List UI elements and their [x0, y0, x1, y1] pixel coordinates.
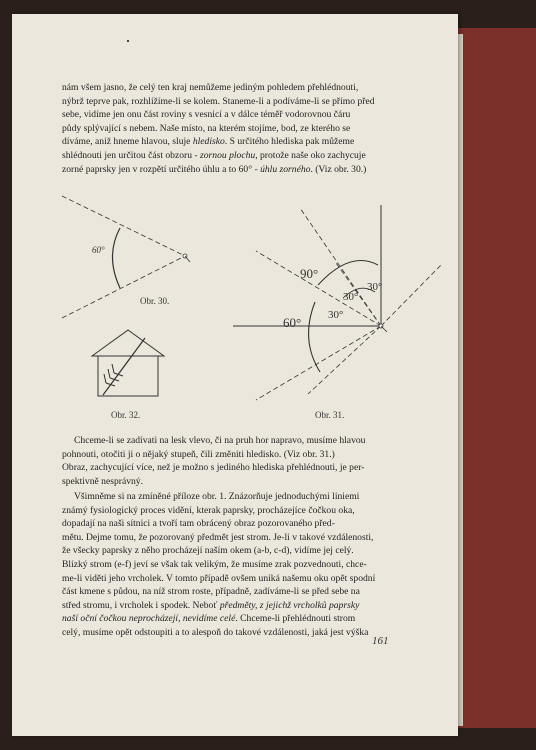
line: celý, musíme opět odstoupiti a to alespoň do takové vzdálenosti, jaká jest výška [62, 626, 369, 638]
line: pohnouti, otočiti ji o nějaký stupeň, čili změniti hledisko. (Viz obr. 31.) [62, 448, 335, 460]
line: shlédnouti jen určitou část obzoru - zornou plochu, protože naše oko zachycuje [62, 149, 366, 161]
fig32-caption: Obr. 32. [111, 410, 141, 420]
fig30-caption: Obr. 30. [140, 296, 170, 306]
fig31-caption: Obr. 31. [315, 410, 345, 420]
line: Chceme-li se zadívati na lesk vlevo, či na pruh hor napravo, musíme hlavou [74, 435, 366, 446]
line: spektivně nesprávný. [62, 475, 143, 487]
line: sebe, vidíme jen onu část roviny s vesnicí a v dálce téměř vodorovnou čáru [62, 109, 351, 121]
line: Obraz, zachycující více, než je možno s jediného hlediska přehlédnouti, je per- [62, 462, 365, 474]
paragraph-2 [62, 434, 392, 488]
paragraph-3 [62, 490, 392, 640]
term-uhel-zorny: úhlu zorného [260, 163, 311, 175]
fig31-label-30b: 30° [328, 309, 344, 321]
line: nám všem jasno, že celý ten kraj nemůžeme jediným pohledem přehlédnouti, [62, 82, 359, 93]
line: Blízký strom (e-f) jeví se však tak velikým, že musíme zrak pozvednouti, chce- [62, 558, 367, 570]
line: Všimněme si na zmíněné příloze obr. 1. Znázorňuje jednoduchými liniemi [74, 491, 360, 502]
line: známý fysiologický proces vidění, kterak paprsky, procházejíce čočkou oka, [62, 504, 355, 516]
emphasis: naší oční čočkou neprocházejí, nevidíme celé [62, 613, 236, 625]
fig31-label-30c: 30° [367, 281, 383, 293]
fig30-angle-label: 60° [92, 245, 105, 255]
figure-31 [233, 205, 442, 400]
term-zorna-plocha: zornou plochu [200, 149, 256, 161]
line: dopadají na naši sítnici a tvoří tam obrácený obraz pozorovaného před- [62, 518, 335, 530]
line: zorné paprsky jen v rozpětí určitého úhlu a to 60° - úhlu zorného. (Viz obr. 30.) [62, 163, 367, 175]
fig31-label-60: 60° [283, 315, 302, 330]
line: díváme, aniž hneme hlavou, sluje hledisko. S určitého hlediska pak můžeme [62, 136, 355, 148]
line: půdy splývající s nebem. Naše místo, na kterém stojíme, bod, ze kterého se [62, 122, 351, 134]
line: naší oční čočkou neprocházejí, nevidíme celé. Chceme-li přehlédnouti strom [62, 613, 356, 625]
figure-30 [62, 196, 190, 318]
emphasis: předměty, z jejichž vrcholků paprsky [219, 599, 360, 611]
line: střed stromu, i vrcholek i spodek. Neboť předměty, z jejichž vrcholků paprsky [62, 599, 360, 611]
line: část kmene s půdou, na níž strom roste, případně, zadíváme-li se před sebe na [62, 586, 360, 598]
fig31-label-90: 90° [300, 266, 319, 281]
term-hledisko: hledisko [192, 136, 225, 148]
line: nýbrž teprve pak, rozhlížíme-li se kolem. Staneme-li a podíváme-li se přímo před [62, 95, 375, 107]
line: že všecky paprsky z něho procházejí naším okem (a-b, c-d), vidíme jej celý. [62, 545, 354, 557]
fig31-label-30a: 30° [343, 291, 359, 303]
line: me-li viděti jeho vrcholek. V tomto případě ovšem uniká našemu oku opět spodní [62, 572, 376, 584]
figure-32 [92, 330, 164, 396]
line: mětu. Dejme tomu, že pozorovaný předmět jest strom. Je-li v takové vzdálenosti, [62, 531, 374, 543]
page-number: 161 [372, 635, 389, 647]
